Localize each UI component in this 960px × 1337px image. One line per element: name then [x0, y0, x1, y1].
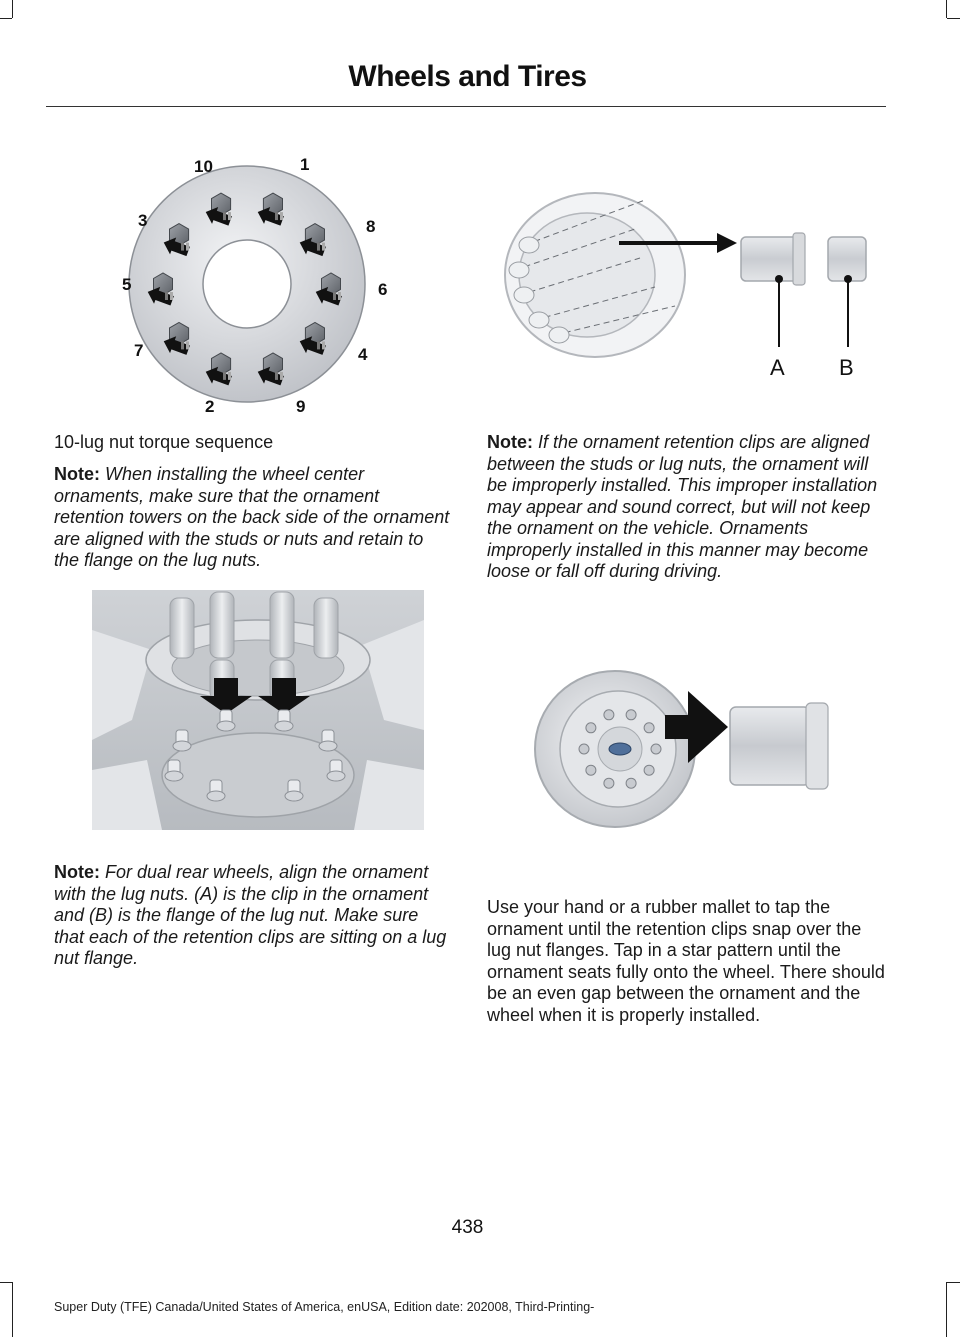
crop-mark: [947, 1282, 960, 1283]
tap-instructions: Use your hand or a rubber mallet to tap the ornament until the retention clips snap over the lug nut flanges. Tap in a star pattern until the ornament seats fully onto the wheel. There should be an even gap between the ornament and the wheel when it is properly installed.: [487, 897, 885, 1025]
wheel-ornament-cap: [806, 703, 828, 789]
ornament-clip-collar: [793, 233, 805, 285]
stud-ghost: [519, 237, 539, 253]
note-dual-rear-wheels: [54, 862, 452, 970]
lug-nut: [604, 710, 614, 720]
note-label: Note:: [54, 464, 100, 484]
lug-nut: [586, 765, 596, 775]
lug-nut: [644, 723, 654, 733]
retention-tower: [270, 592, 294, 658]
crop-mark: [0, 18, 12, 19]
sequence-number: 3: [138, 211, 148, 230]
sequence-number: 9: [296, 397, 306, 416]
wheel-ornament: [730, 707, 810, 785]
note-body: When installing the wheel center ornaments, make sure that the ornament retention towers on the back side of the ornament are aligned with the studs or nuts and retain to the flange on the lug nuts.: [54, 464, 450, 570]
retention-tower: [170, 598, 194, 658]
label-b: B: [839, 355, 854, 380]
lug-nut: [165, 771, 183, 781]
retention-tower: [314, 598, 338, 658]
note-body: For dual rear wheels, align the ornament with the lug nuts. (A) is the clip in the ornament and (B) is the flange of the lug nut. Make sure that each of the retention clips are sitting on a lug nut flange.: [54, 862, 447, 968]
crop-mark: [0, 1282, 12, 1283]
retention-tower: [210, 592, 234, 658]
sequence-number: 8: [366, 217, 376, 236]
lug-nut: [285, 791, 303, 801]
note-label: Note:: [487, 432, 533, 452]
stud-ghost: [529, 312, 549, 328]
lug-nut: [586, 723, 596, 733]
center-bore: [203, 240, 291, 328]
lug-nut: [275, 721, 293, 731]
lug-nut: [579, 744, 589, 754]
sequence-number: 2: [205, 397, 215, 416]
crop-mark: [946, 1282, 947, 1337]
ornament-clip-figure: [495, 175, 885, 385]
sequence-number: 7: [134, 341, 144, 360]
crop-mark: [946, 0, 947, 18]
stud-ghost: [509, 262, 529, 278]
ford-logo: [609, 743, 631, 755]
sequence-number: 10: [194, 157, 213, 176]
note-improper-installation: [487, 432, 885, 583]
note-ornament-towers: [54, 464, 452, 572]
callout-dot-b: [844, 275, 852, 283]
sequence-number: 1: [300, 155, 310, 174]
lug-nut: [207, 791, 225, 801]
lug-nut-sequence-figure: [110, 150, 410, 420]
lug-nut: [604, 778, 614, 788]
stud-ghost: [549, 327, 569, 343]
lug-nut: [327, 771, 345, 781]
arrow-right-icon: [717, 233, 737, 253]
lug-nut: [651, 744, 661, 754]
lug-nut: [319, 741, 337, 751]
lug-nut: [173, 741, 191, 751]
lug-nut: [626, 778, 636, 788]
lug-nut: [217, 721, 235, 731]
label-a: A: [770, 355, 785, 380]
crop-mark: [12, 1282, 13, 1337]
lug-nut: [644, 765, 654, 775]
callout-dot-a: [775, 275, 783, 283]
lug-sequence-caption: 10-lug nut torque sequence: [54, 432, 274, 452]
lug-nut: [626, 710, 636, 720]
stud-ghost: [514, 287, 534, 303]
lug-nut-flange: [828, 237, 866, 281]
page-title: Wheels and Tires: [348, 60, 587, 93]
page-number: 438: [451, 1217, 484, 1238]
footer-edition: Super Duty (TFE) Canada/United States of America, enUSA, Edition date: 202008, Third-Printing-: [54, 1300, 595, 1314]
note-label: Note:: [54, 862, 100, 882]
title-rule: [46, 106, 886, 107]
crop-mark: [947, 18, 960, 19]
sequence-number: 4: [358, 345, 368, 364]
sequence-number: 5: [122, 275, 132, 294]
crop-mark: [12, 0, 13, 18]
wheel-ornament-figure: [530, 665, 835, 840]
note-body: If the ornament retention clips are aligned between the studs or lug nuts, the ornament will be improperly installed. This improper installation may appear and sound correct, but will not keep the ornament on the vehicle. Ornaments improperly installed in this manner may become loose or fall off during driving.: [487, 432, 878, 581]
ornament-towers-figure: [92, 590, 424, 830]
sequence-number: 6: [378, 280, 388, 299]
